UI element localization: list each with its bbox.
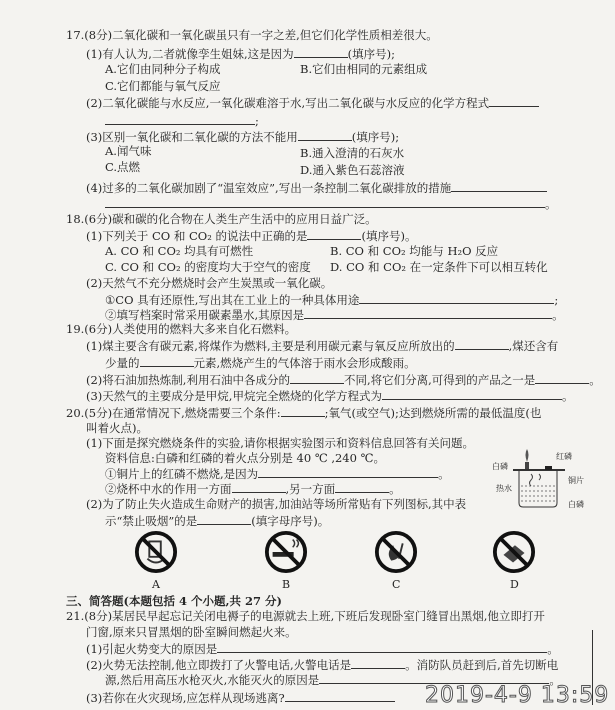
q18-p1-hint: (填序号)。	[361, 229, 417, 243]
q20-p2: (2)为了防止失火造成生命财产的损害,加油站等场所常贴有下列图标,其中表	[86, 497, 467, 511]
answer-blank[interactable]	[307, 228, 361, 240]
q17-p3-option-b: B.通入澄清的石灰水	[300, 146, 405, 160]
sign-label-b: B	[282, 578, 291, 591]
q18-option-b: B. CO 和 CO₂ 均能与 H₂O 反应	[330, 244, 499, 258]
q17-p3-option-d: D.通入紫色石蕊溶液	[300, 163, 405, 177]
q18-p1-text: (1)下列关于 CO 和 CO₂ 的说法中正确的是	[86, 229, 308, 243]
q20-p1b-text2: ,另一方面	[285, 482, 336, 496]
punct: 。	[549, 673, 561, 687]
q19-p3	[86, 388, 573, 403]
sign-label-a: A	[152, 578, 160, 591]
q20-p1a-text: ①铜片上的红磷不燃烧,是因为	[105, 467, 259, 481]
answer-blank[interactable]	[197, 513, 251, 525]
punct: 。	[552, 308, 564, 322]
answer-blank[interactable]	[105, 196, 545, 208]
q18-title: 18.(6分)碳和碳的化合物在人类生产生活中的应用日益广泛。	[66, 212, 377, 226]
q17-p3-text: (3)区别一氧化碳和二氧化碳的方法不能用	[86, 130, 298, 144]
q19-p3-text: (3)天然气的主要成分是甲烷,甲烷完全燃烧的化学方程式为	[86, 389, 382, 403]
q17-p4	[86, 180, 547, 195]
q21-p2-text: (2)火势无法控制,他立即拨打了火警电话,火警电话是	[86, 658, 352, 672]
q20-info: 资料信息:白磷和红磷的着火点分别是 40 ℃ ,240 ℃。	[105, 451, 385, 465]
q20-p2-text: 示“禁止吸烟”的是	[105, 514, 198, 528]
q20-title-text2: ;氧气(或空气);达到燃烧所需的最低温度(也	[324, 406, 542, 420]
answer-blank[interactable]	[359, 292, 554, 304]
q18-p2: (2)天然气不充分燃烧时会产生炭黑或一氧化碳。	[86, 276, 333, 290]
sign-label-d: D	[510, 578, 519, 591]
q17-p1	[86, 46, 395, 61]
punct: 。	[561, 389, 574, 403]
q21-title-cont: 门窗,原来只冒黑烟的卧室瞬间燃起火来。	[86, 625, 297, 639]
answer-blank[interactable]	[304, 307, 552, 319]
q17-p1-hint: (填序号);	[347, 47, 395, 61]
q20-p1: (1)下面是探究燃烧条件的实验,请你根据实验图示和资料信息回答有关问题。	[86, 436, 474, 450]
q18-option-d: D. CO 和 CO₂ 在一定条件下可以相互转化	[330, 260, 548, 274]
q17-p2-text: (2)二氧化碳能与水反应,一氧化碳难溶于水,写出二氧化碳与水反应的化学方程式	[86, 96, 490, 110]
answer-blank[interactable]	[232, 481, 286, 493]
q19-title: 19.(6分)人类使用的燃料大多来自化石燃料。	[66, 322, 297, 336]
answer-blank[interactable]	[382, 388, 562, 400]
q18-p2a-text: ①CO 具有还原性,写出其在工业上的一种具体用途	[105, 293, 360, 307]
q17-option-b: B.它们由相同的元素组成	[300, 62, 428, 76]
q17-p3	[86, 129, 399, 144]
answer-blank[interactable]	[535, 372, 589, 384]
q17-p3-option-a: A.闻气味	[105, 144, 152, 158]
q17-p3-option-c: C.点燃	[105, 160, 141, 174]
q21-p1	[86, 641, 559, 656]
punct: ;	[554, 293, 559, 307]
no-lighter-icon	[492, 530, 536, 574]
q18-p2a	[105, 292, 558, 307]
q19-p1-text: (1)煤主要含有碳元素,将煤作为燃料,主要是利用碳元素与氧反应所放出的	[86, 339, 455, 353]
q17-p4-line	[105, 196, 557, 211]
q21-p2-text2: 。消防队员赶到后,首先切断电	[405, 658, 559, 672]
q21-p2	[86, 657, 558, 672]
q20-title	[66, 405, 541, 420]
sign-label-c: C	[392, 578, 401, 591]
label-hot-water: 热水	[496, 484, 512, 493]
answer-blank[interactable]	[455, 338, 509, 350]
q20-p1b-text: ②烧杯中水的作用一方面	[105, 482, 232, 496]
answer-blank[interactable]	[217, 641, 547, 653]
q19-p1	[86, 338, 558, 353]
no-fireworks-icon	[134, 530, 178, 574]
q21-p1-text: (1)引起火势变大的原因是	[86, 642, 218, 656]
q19-p1-text4: 元素,燃烧产生的气体溶于雨水会形成酸雨。	[193, 356, 416, 370]
punct: 。	[545, 197, 557, 211]
answer-blank[interactable]	[258, 466, 438, 478]
label-copper-sheet: 铜片	[568, 476, 584, 485]
q17-p3-hint: (填序号);	[351, 130, 400, 144]
no-smoking-icon	[264, 530, 308, 574]
flame-icon	[526, 449, 529, 462]
q17-option-c: C.它们都能与氧气反应	[105, 79, 221, 93]
answer-blank[interactable]	[351, 657, 405, 669]
photo-timestamp: 2019-4-9 13:59	[425, 683, 610, 708]
q18-p2b	[105, 307, 564, 322]
punct: ;	[255, 114, 259, 128]
q18-option-a: A. CO 和 CO₂ 均具有可燃性	[105, 244, 254, 258]
answer-blank[interactable]	[298, 129, 352, 141]
q21-p2-text3: 源,然后用高压水枪灭火,水能灭火的原因是	[105, 673, 320, 687]
answer-blank[interactable]	[489, 95, 539, 107]
q19-p2-text: (2)将石油加热炼制,利用石油中各成分的	[86, 373, 290, 387]
punct: 。	[589, 373, 601, 387]
label-red-phosphorus: 红磷	[556, 452, 572, 461]
answer-blank[interactable]	[294, 46, 348, 58]
q19-p1-text2: ,煤还含有	[508, 339, 559, 353]
q20-title-cont: 叫着火点)。	[86, 421, 148, 435]
punct: 。	[438, 467, 450, 481]
answer-blank[interactable]	[140, 355, 194, 367]
q20-title-text: 20.(5分)在通常情况下,燃烧需要三个条件:	[66, 406, 281, 420]
q17-p1-text: (1)有人认为,二者就像孪生姐妹,这是因为	[86, 47, 294, 61]
answer-blank[interactable]	[281, 405, 325, 417]
q18-p1	[86, 228, 416, 243]
section-3-heading: 三、简答题(本题包括 4 个小题,共 27 分)	[66, 594, 282, 608]
answer-blank[interactable]	[105, 113, 255, 125]
q17-p4-text: (4)过多的二氧化碳加剧了“温室效应”,写出一条控制二氧化碳排放的措施	[86, 181, 452, 195]
label-white-phosphorus-top: 白磷	[492, 462, 508, 471]
q19-p2	[86, 372, 601, 387]
q21-p3	[86, 690, 395, 705]
answer-blank[interactable]	[335, 481, 389, 493]
q18-p2b-text: ②填写档案时常采用碳素墨水,其原因是	[105, 308, 305, 322]
q18-option-c: C. CO 和 CO₂ 的密度均大于空气的密度	[105, 260, 311, 274]
q20-p1b	[105, 481, 401, 496]
q20-p2-cont	[105, 513, 329, 528]
q17-p2-line	[105, 113, 259, 128]
q21-p3-text: (3)若你在火灾现场,应怎样从现场逃离?	[86, 691, 285, 705]
punct: 。	[389, 482, 401, 496]
q19-p1-cont	[105, 355, 416, 370]
answer-blank[interactable]	[290, 372, 344, 384]
punct: 。	[547, 642, 559, 656]
q19-p2-text2: 不同,将它们分离,可得到的产品之一是	[343, 373, 536, 387]
label-white-phosphorus-bottom: 白磷	[568, 500, 584, 509]
q20-p1a	[105, 466, 450, 481]
answer-blank[interactable]	[451, 180, 547, 192]
q19-p1-text3: 少量的	[105, 356, 140, 370]
no-open-flame-icon	[374, 530, 418, 574]
q17-title: 17.(8分)二氧化碳和一氧化碳虽只有一字之差,但它们化学性质相差很大。	[66, 28, 438, 42]
q17-p2	[86, 95, 539, 110]
q21-title: 21.(8分)某居民早起忘记关闭电褥子的电源就去上班,下班后发现卧室门缝冒出黑烟,他立即打开	[66, 609, 545, 623]
q17-option-a: A.它们由同种分子构成	[105, 62, 221, 76]
q20-p2-hint: (填字母序号)。	[251, 514, 330, 528]
answer-blank[interactable]	[285, 690, 395, 702]
